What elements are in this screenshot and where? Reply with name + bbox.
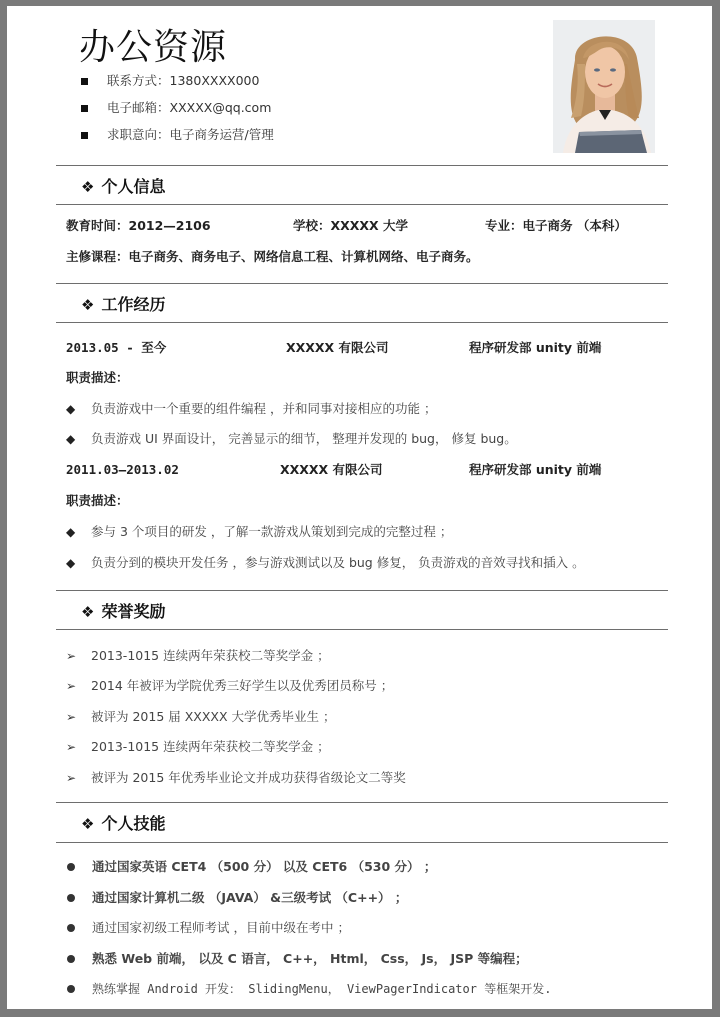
award-text: 2013-1015 连续两年荣获校二等奖学金 ； [91,739,330,754]
award-text: 2014 年被评为学院优秀三好学生以及优秀团员称号 ； [91,678,394,693]
section-marker-icon: ❖ [81,815,95,833]
contact-phone-value: 1380XXXX000 [169,73,260,88]
award-text: 被评为 2015 年优秀毕业论文并成功获得省级论文二等奖 [91,770,406,785]
section-title-work [81,293,165,317]
job-2-position: 程序研发部 unity 前端 [469,462,602,477]
contact-objective [81,126,274,144]
skill-item [66,919,350,937]
section-divider [56,204,668,205]
section-title-text: 个人技能 [101,814,166,833]
resume-page [7,6,712,1009]
dot-bullet-icon [67,894,75,902]
diamond-bullet-icon: ◆ [66,432,76,446]
job-1-position: 程序研发部 unity 前端 [469,340,602,355]
contact-email [81,99,271,117]
job-1-duty [66,400,436,418]
section-divider [56,322,668,323]
job-2-duty [66,523,452,541]
section-marker-icon: ❖ [81,178,95,196]
dot-bullet-icon [67,955,75,963]
skill-item [66,889,407,907]
section-title-text: 个人信息 [101,177,166,196]
contact-email-value: XXXXX@qq.com [169,100,272,115]
section-divider [56,842,668,843]
diamond-bullet-icon: ◆ [66,556,76,570]
skill-item [66,980,551,998]
skill-text: 通过国家初级工程师考试 ，目前中级在考中 ； [92,920,350,935]
job-1-duty [66,430,517,448]
contact-objective-value: 电子商务运营/管理 [169,127,274,142]
duty-text: 负责游戏中一个重要的组件编程 ，并和同事对接相应的功能 ； [91,401,437,416]
job-1-period: 2013.05 - 至今 [66,340,167,355]
contact-objective-label: 求职意向： [107,127,170,142]
award-item [66,708,336,726]
award-text: 被评为 2015 届 XXXXX 大学优秀毕业生 ； [91,709,336,724]
award-item [66,738,330,756]
section-divider [56,165,668,166]
section-marker-icon: ❖ [81,603,95,621]
candidate-name: 办公资源 [79,27,228,68]
job-2-company: XXXXX 有限公司 [280,462,383,477]
duty-text: 负责游戏 UI 界面设计， 完善显示的细节， 整理并发现的 bug， 修复 bug。 [91,431,517,446]
diamond-bullet-icon: ◆ [66,525,76,539]
square-bullet-icon [81,78,88,85]
contact-email-label: 电子邮箱： [107,100,170,115]
contact-phone-label: 联系方式： [107,73,170,88]
job-2-period: 2011.03—2013.02 [66,462,179,477]
skill-text: 熟悉 Web 前端， 以及 C 语言， C++， Html， Css， Js， JSP 等编程； [92,951,528,966]
duty-text: 参与 3 个项目的研发 ，了解一款游戏从策划到完成的完整过程 ； [91,524,453,539]
award-item [66,677,393,695]
skill-item [66,950,528,968]
skill-text: 通过国家计算机二级 （JAVA） &三级考试 （C++） ； [92,890,408,905]
section-divider [56,629,668,630]
education-time: 教育时间：2012—2106 [66,218,211,233]
job-1-company: XXXXX 有限公司 [286,340,389,355]
arrow-bullet-icon: ➢ [66,710,77,724]
profile-photo [553,20,655,153]
diamond-bullet-icon: ◆ [66,402,76,416]
job-2-duty [66,554,585,572]
school: 学校：XXXXX 大学 [293,218,409,233]
section-divider [56,802,668,803]
award-item [66,769,406,787]
arrow-bullet-icon: ➢ [66,740,77,754]
section-title-personal [81,175,165,199]
award-item [66,647,330,665]
skill-text: 熟练掌握 Android 开发： SlidingMenu， ViewPagerIndicator 等框架开发. [92,982,552,996]
square-bullet-icon [81,132,88,139]
section-title-text: 荣誉奖励 [101,602,166,621]
major: 专业：电子商务 （本科） [485,218,627,233]
section-title-skills [81,812,165,836]
duty-text: 负责分到的模块开发任务 ，参与游戏测试以及 bug 修复， 负责游戏的音效寻找和插入 。 [91,555,585,570]
courses: 主修课程：电子商务、商务电子、网络信息工程、计算机网络、电子商务。 [66,249,479,264]
portrait-icon [553,20,655,153]
arrow-bullet-icon: ➢ [66,679,77,693]
job-2-desc-label: 职责描述： [66,493,129,508]
arrow-bullet-icon: ➢ [66,771,77,785]
section-title-awards [81,600,165,624]
dot-bullet-icon [67,924,75,932]
section-divider [56,590,668,591]
skill-item [66,858,436,876]
section-marker-icon: ❖ [81,296,95,314]
skill-text: 通过国家英语 CET4 （500 分） 以及 CET6 （530 分） ； [92,859,437,874]
dot-bullet-icon [67,985,75,993]
contact-phone [81,72,259,90]
award-text: 2013-1015 连续两年荣获校二等奖学金 ； [91,648,330,663]
dot-bullet-icon [67,863,75,871]
job-1-desc-label: 职责描述： [66,370,129,385]
square-bullet-icon [81,105,88,112]
section-divider [56,283,668,284]
arrow-bullet-icon: ➢ [66,649,77,663]
section-title-text: 工作经历 [101,295,166,314]
